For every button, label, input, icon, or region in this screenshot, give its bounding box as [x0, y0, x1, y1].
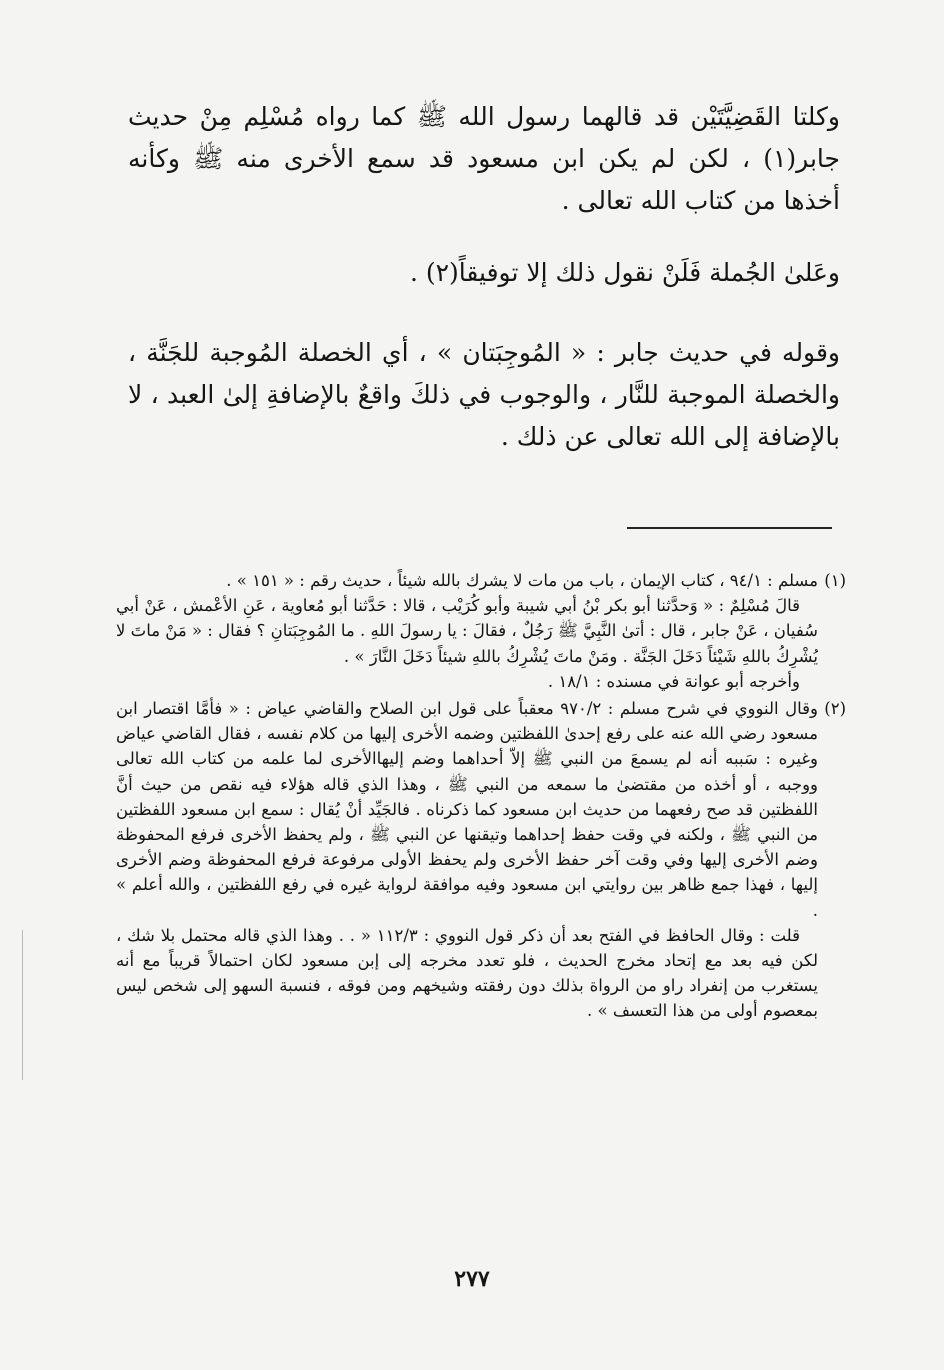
footnote-2 — [116, 696, 846, 1024]
footnote-number: (٢) — [824, 699, 846, 719]
footnote-separator — [627, 527, 832, 529]
page-number: ٢٧٧ — [454, 1266, 490, 1292]
footnote-1 — [116, 568, 846, 694]
scan-margin-mark — [22, 930, 23, 1080]
main-paragraph-1: وكلتا القَضِيَّتَيْن قد قالهما رسول الله ﷺ كما رواه مُسْلِم مِنْ حديث جابر(١) ، لكن لم يكن ابن مسعود قد سمع الأخرى منه ﷺ وكأنه أخذها من كتاب الله تعالى . — [128, 102, 841, 215]
footnote-body — [116, 568, 818, 694]
footnote-body — [116, 696, 818, 1024]
footnote-line: وقال النووي في شرح مسلم : ٩٧٠/٢ معقباً على قول ابن الصلاح والقاضي عياض : « فأمَّا اقتصار ابن مسعود رضي الله عنه على رفع إحدىٰ اللفظتين وضمه الأخرى إليها من كلام نفسه ، فقال القاضي عياض وغيره : سَببه أنه لم يسمعَ من النبي ﷺ إلاّ أحداهما وضم إليهاالأخرى لما علمه من كتاب الله تعالى ووجبه ، أو أخذه من مقتضىٰ ما سمعه من النبي ﷺ ، وهذا الذي قاله هؤلاء فيه نقص من حيث أنَّ اللفظتين قد صح رفعهما من حديث ابن مسعود كما ذكرناه . فالجَيِّد أنْ يُقال : سمع ابن مسعود اللفظتين من النبي ﷺ ، ولكنه في وقت حفظ إحداهما وتيقنها عن النبي ﷺ ، ولم يحفظ الأخرى فرفع المحفوظة وضم الأخرى إليها وفي وقت آخر حفظ الأخرى ولم يحفظ الأولى مرفوعة فرفع المحفوظة وضم الأخرى إليها ، فهذا جمع ظاهر بين روايتي ابن مسعود وفيه موافقة لرواية غيره في رفع اللفظتين ، والله أعلم » . — [116, 699, 818, 920]
main-paragraph-2: وعَلىٰ الجُملة فَلَنْ نقول ذلك إلا توفيقاً(٢) . — [409, 258, 840, 287]
footnote-line: قلت : وقال الحافظ في الفتح بعد أن ذكر قول النووي : ١١٢/٣ « . . وهذا الذي قاله محتمل بلا شك ، لكن فيه بعد مع إتحاد مخرج الحديث ، فلو تعدد مخرجه إلى إبن مسعود لكان احتمالاً قريباً مع أنه يستغرب من إنفراد راو من الرواة بذلك دون رفقته وشيخهم ومن فوقه ، فنسبة السهو إلى شخص ليس بمعصوم أولى من هذا التعسف » . — [116, 925, 818, 1021]
footnote-line: مسلم : ٩٤/١ ، كتاب الإيمان ، باب من مات لا يشرك بالله شيئاً ، حديث رقم : « ١٥١ » . — [226, 571, 818, 590]
main-text — [128, 96, 840, 458]
footnotes — [116, 568, 846, 1026]
footnote-line: قالَ مُسْلِمٌ : « وَحدَّثنا أبو بكر بْنُ أبي شيبة وأبو كُرَيْب ، قالا : حَدَّثنا أبو مُعاوية ، عَنِ الأعْمش ، عَنْ أبي سُفيان ، عَنْ جابر ، قال : أتىٰ النَّبِيَّ ﷺ رَجُلٌ ، فقالَ : يا رسولَ اللهِ . ما المُوجِبَتانِ ؟ فقال : « مَنْ ماتَ لا يُشْرِكُ باللهِ شَيْئاً دَخَلَ الجَنَّة . ومَنْ ماتَ يُشْرِكُ باللهِ شيئاً دَخَلَ النَّارَ » . — [116, 596, 818, 666]
main-paragraph-3: وقوله في حديث جابر : « المُوجِبَتان » ، أي الخصلة المُوجبة للجَنَّة ، والخصلة الموجبة للنَّار ، والوجوب في ذلكَ واقعٌ بالإضافةِ إلىٰ العبد ، لا بالإضافة إلى الله تعالى عن ذلك . — [128, 338, 840, 451]
footnote-number: (١) — [824, 571, 846, 590]
footnote-line: وأخرجه أبو عوانة في مسنده : ١٨/١ . — [547, 671, 800, 691]
